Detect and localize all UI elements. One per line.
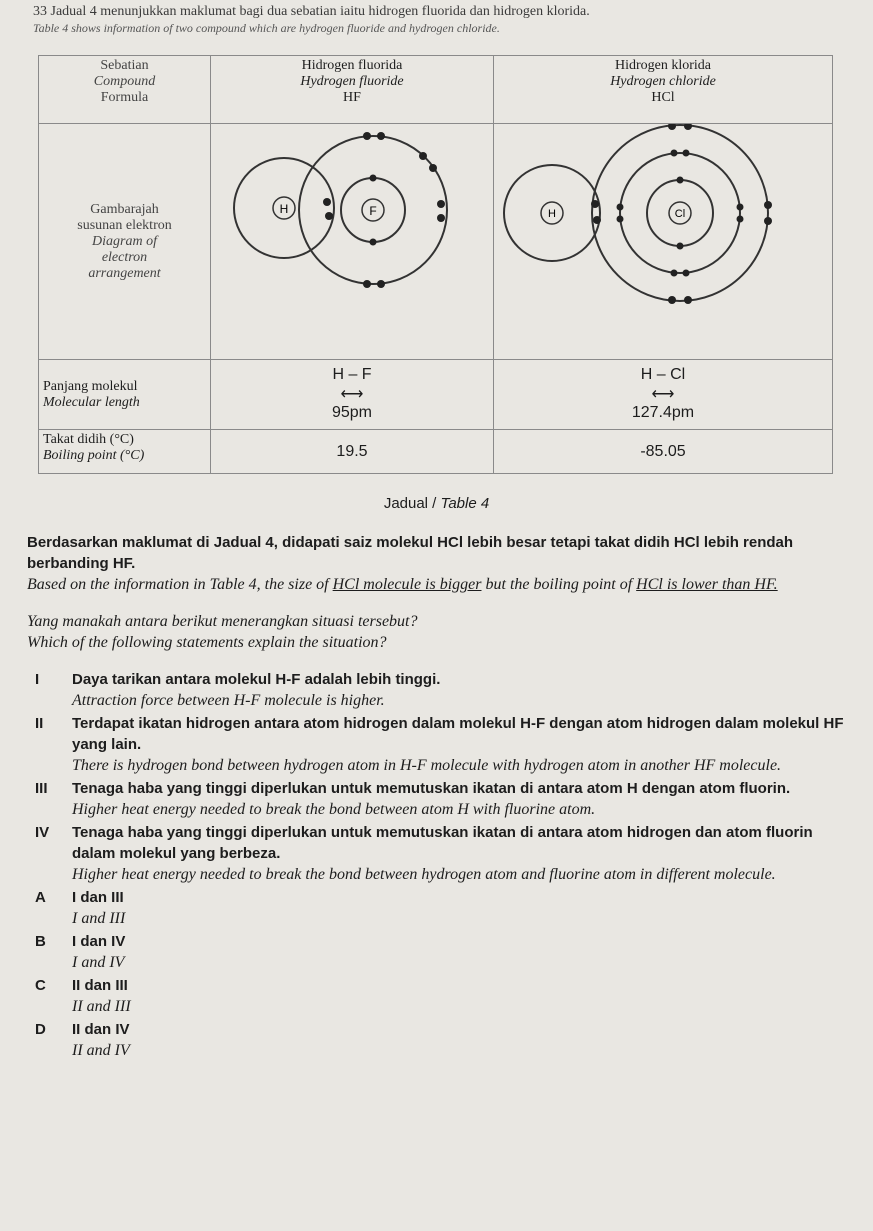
hf-formula: HF — [343, 90, 361, 105]
answer-en: II and III — [72, 998, 131, 1015]
question-number: 33 — [33, 4, 47, 19]
hf-electron-diagram — [211, 124, 493, 354]
length-label-ms: Panjang molekul — [43, 378, 138, 394]
answer-letter: C — [35, 977, 46, 994]
hcl-length-cell — [494, 360, 833, 430]
hf-atom-h-label: H — [279, 202, 289, 216]
length-row — [39, 360, 833, 430]
option-number: I — [35, 671, 40, 688]
option-en: There is hydrogen bond between hydrogen atom in H-F molecule with hydrogen atom in another HF molecule. — [72, 757, 782, 774]
answer-en: II and IV — [72, 1042, 130, 1059]
boiling-label-en: Boiling point (°C) — [43, 448, 145, 463]
statement-en-part-2: but the boiling point of — [481, 576, 637, 593]
option-en: Higher heat energy needed to break the bond between hydrogen atom and fluorine atom in different molecule. — [72, 866, 776, 883]
boiling-label-ms: Takat didih (°C) — [43, 432, 134, 447]
answer-choice-c[interactable] — [27, 975, 857, 1017]
length-label-cell — [39, 360, 211, 430]
answer-letter: A — [35, 889, 46, 906]
hcl-atom-h-label: H — [548, 208, 556, 220]
option-ms: Terdapat ikatan hidrogen antara atom hidrogen dalam molekul H-F dengan atom hidrogen dalam molekul HF yang lain. — [72, 715, 844, 753]
hf-bond: H – F — [332, 366, 372, 383]
caption-en: Table 4 — [440, 495, 490, 512]
hf-length-cell — [211, 360, 494, 430]
answer-ms: I dan III — [72, 889, 124, 906]
formula-label: Formula — [100, 90, 149, 105]
diagram-label-en-3: arrangement — [88, 265, 161, 281]
answer-en: I and III — [72, 910, 126, 927]
intro-malay: Jadual 4 menunjukkan maklumat bagi dua sebatian iaitu hidrogen fluorida dan hidrogen klorida. — [50, 4, 590, 19]
hf-header-cell — [211, 56, 494, 124]
boiling-row — [39, 430, 833, 474]
header-row — [39, 56, 833, 124]
hf-boiling-value: 19.5 — [211, 430, 494, 474]
answer-choice-a[interactable] — [27, 887, 857, 929]
diagram-label-en-1: Diagram of — [92, 233, 157, 249]
hcl-name-en: Hydrogen chloride — [610, 74, 716, 89]
answer-ms: II dan III — [72, 977, 128, 994]
hcl-bond: H – Cl — [640, 366, 686, 383]
answer-choice-b[interactable] — [27, 931, 857, 973]
question-body — [27, 532, 857, 1061]
prompt — [27, 611, 857, 653]
statement — [27, 532, 857, 595]
hcl-name-ms: Hidrogen klorida — [614, 58, 712, 73]
answer-ms: II dan IV — [72, 1021, 130, 1038]
question-intro — [33, 4, 863, 36]
header-label-cell — [39, 56, 211, 124]
hcl-electron-diagram — [494, 124, 832, 354]
statement-en-underlined-2: HCl is lower than HF. — [636, 576, 778, 593]
statement-en-underlined-1: HCl molecule is bigger — [332, 576, 482, 593]
hf-name-ms: Hidrogen fluorida — [301, 58, 403, 73]
compound-label-en: Compound — [93, 74, 156, 89]
hf-diagram-cell — [211, 124, 494, 360]
prompt-ms: Yang manakah antara berikut menerangkan situasi tersebut? — [27, 613, 418, 630]
answer-en: I and IV — [72, 954, 125, 971]
answer-letter: D — [35, 1021, 46, 1038]
answer-ms: I dan IV — [72, 933, 126, 950]
hf-length-value: 95pm — [331, 404, 373, 421]
hf-atom-f-label: F — [369, 204, 377, 218]
statement-option — [27, 713, 857, 776]
hcl-header-cell — [494, 56, 833, 124]
option-number: II — [35, 715, 44, 732]
boiling-label-cell — [39, 430, 211, 474]
answer-choice-d[interactable] — [27, 1019, 857, 1061]
prompt-en: Which of the following statements explain the situation? — [27, 634, 387, 651]
option-en: Higher heat energy needed to break the bond between atom H with fluorine atom. — [72, 801, 596, 818]
option-ms: Tenaga haba yang tinggi diperlukan untuk memutuskan ikatan di antara atom H dengan atom fluorin. — [72, 780, 791, 797]
intro-english: Table 4 shows information of two compound which are hydrogen fluoride and hydrogen chloride. — [33, 21, 500, 35]
hcl-atom-cl-label: Cl — [674, 208, 686, 220]
answer-letter: B — [35, 933, 46, 950]
option-number: IV — [35, 824, 50, 841]
diagram-label-cell — [39, 124, 211, 360]
hcl-boiling-value: -85.05 — [494, 430, 833, 474]
statement-en — [27, 574, 857, 595]
statement-en-part-1: Based on the information in Table 4, the size of — [27, 576, 333, 593]
hcl-diagram-cell — [494, 124, 833, 360]
hf-name-en: Hydrogen fluoride — [300, 74, 404, 89]
compound-label-ms: Sebatian — [100, 58, 149, 73]
table-caption: Jadual / Table 4 — [383, 495, 490, 512]
hcl-double-arrow-icon: ⟷ — [651, 386, 675, 403]
diagram-label-en-2: electron — [101, 249, 148, 265]
caption-ms: Jadual — [383, 495, 429, 512]
diagram-row — [39, 124, 833, 360]
statement-option — [27, 778, 857, 820]
hcl-length-value: 127.4pm — [631, 404, 695, 421]
statement-option — [27, 822, 857, 885]
statement-option — [27, 669, 857, 711]
diagram-label-ms-2: susunan elektron — [77, 217, 172, 233]
option-ms: Tenaga haba yang tinggi diperlukan untuk memutuskan ikatan di antara atom hidrogen dan atom fluorin dalam molekul yang berbeza. — [72, 824, 813, 862]
diagram-label-ms-1: Gambarajah — [90, 201, 159, 217]
statement-ms: Berdasarkan maklumat di Jadual 4, didapati saiz molekul HCl lebih besar tetapi takat didih HCl lebih rendah berbanding HF. — [27, 534, 794, 572]
length-label-en: Molecular length — [43, 394, 140, 410]
hcl-formula: HCl — [651, 90, 675, 105]
table-4 — [38, 55, 833, 474]
option-ms: Daya tarikan antara molekul H-F adalah lebih tinggi. — [72, 671, 441, 688]
hf-double-arrow-icon: ⟷ — [340, 386, 364, 403]
option-en: Attraction force between H-F molecule is higher. — [72, 692, 385, 709]
option-number: III — [35, 780, 48, 797]
